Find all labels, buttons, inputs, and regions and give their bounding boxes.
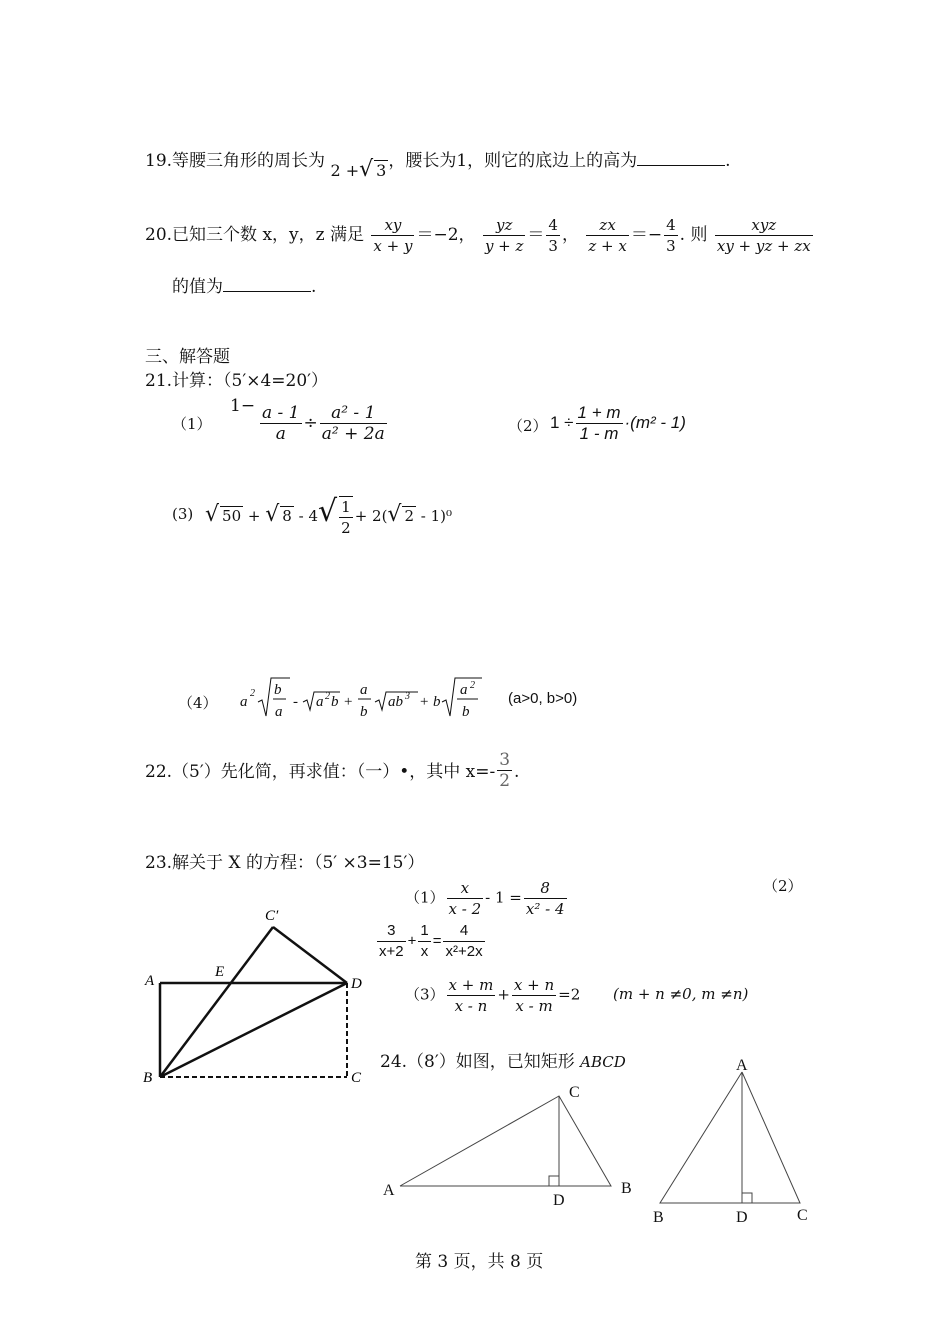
svg-text:b: b (462, 704, 470, 720)
svg-text:ab: ab (388, 694, 403, 710)
q21-title: 21.计算：（5′×4=20′） (145, 371, 329, 391)
q23-p2-label: （2） (763, 877, 803, 895)
q20-frac-3: $\frac{zx}{z + x}$ (588, 216, 627, 255)
q21-p4-label: （4） (178, 694, 218, 712)
q21-p1-expr: $\frac{a - 1}{a}$ ÷ $\frac{\text{a² - 1}}{\text{a² + 2a}}$ (262, 403, 385, 444)
svg-text:b: b (274, 682, 282, 698)
svg-text:a: a (360, 682, 368, 698)
q23-p3-condition: (m + n ≠0, m ≠n) (613, 985, 749, 1003)
tri1-label-C: C (569, 1084, 580, 1101)
q21-p2-expr: 1 ÷ $\frac{1 + m}{1 - m}$ ·(m² - 1) (550, 403, 686, 443)
q21-p3-label: (3) (172, 505, 194, 523)
q21-p1-one: 1− (230, 396, 256, 416)
svg-text:a: a (460, 682, 468, 698)
label-C-prime: C′ (265, 908, 279, 924)
tri2-label-D: D (736, 1209, 748, 1226)
svg-text:a: a (275, 704, 283, 720)
q24-line: 24.（8′）如图，已知矩形 ABCD (380, 1052, 626, 1072)
label-E: E (215, 964, 225, 980)
q23-p2-expr: $\frac{3}{x+2}$ + $\frac{1}{x}$ = $\frac{4}{\text{x²+2x}}$ (379, 922, 483, 960)
q21-p2-label: （2） (508, 417, 548, 435)
svg-text:b: b (360, 704, 368, 720)
q22-line: 22.（5′）先化简，再求值：（一）•，其中 x=- $\frac{3}{2}$ . (145, 750, 520, 791)
q23-p3: （3） $\frac{x + m}{x - n}$ + $\frac{x + n}{x - m}$ =2 (405, 976, 581, 1015)
q19-line: 19.等腰三角形的周长为 2 +√ 3 ，腰长为1，则它的底边上的高为 . (145, 151, 731, 182)
tri1-label-D: D (553, 1192, 565, 1209)
q20-frac-3r: $\frac{4}{3}$ (666, 216, 676, 255)
q21-p3-expr: √ 50 + √ 8 - 4√ $\frac{1}{2}$ + 2(√ 2 - 1)⁰ (205, 494, 453, 537)
svg-text:a: a (316, 694, 324, 710)
svg-text:2: 2 (250, 688, 255, 699)
svg-text:b: b (433, 694, 441, 710)
svg-text:2: 2 (325, 691, 330, 702)
q23-title: 23.解关于 X 的方程：（5′ ×3=15′） (145, 853, 425, 873)
rectangle-fold-figure (135, 900, 375, 1095)
q21-p4-expr (238, 672, 488, 728)
q20-frac-2r: $\frac{4}{3}$ (548, 216, 558, 255)
q19-answer-blank[interactable] (637, 151, 725, 166)
q20-line2: 的值为 . (172, 277, 317, 297)
tri1-label-B: B (621, 1180, 632, 1197)
tri1-label-A: A (383, 1182, 395, 1199)
svg-text:a: a (240, 694, 248, 710)
tri2-label-A: A (736, 1057, 748, 1074)
svg-text:+: + (420, 694, 429, 710)
label-B: B (143, 1070, 153, 1086)
svg-text:-: - (293, 694, 298, 710)
right-triangle-figure (375, 1078, 645, 1213)
isosceles-triangle-figure (645, 1050, 820, 1230)
q21-p1-label: （1） (172, 415, 212, 433)
section-heading: 三、解答题 (145, 347, 230, 367)
q21-p4-condition: (a>0, b>0) (508, 690, 578, 707)
svg-text:3: 3 (405, 691, 410, 702)
tri2-label-B: B (653, 1209, 664, 1226)
q23-p1: （1） $\frac{x}{x - 2}$ - 1 = $\frac{8}{\text{x² - 4}}$ (405, 879, 565, 918)
svg-text:+: + (344, 694, 353, 710)
q20-answer-blank[interactable] (223, 277, 311, 292)
q20-frac-2: $\frac{yz}{y + z}$ (484, 216, 524, 255)
label-C: C (351, 1070, 362, 1086)
label-D: D (351, 976, 362, 992)
svg-text:b: b (331, 694, 339, 710)
page-footer: 第 3 页，共 8 页 (415, 1252, 544, 1272)
label-A: A (145, 973, 155, 989)
tri2-label-C: C (797, 1207, 808, 1224)
q20-frac-1: $\frac{xy}{x + y}$ (373, 216, 413, 255)
q20-frac-4: $\frac{\text{xyz}}{xy + yz + zx}$ (716, 216, 811, 255)
svg-text:2: 2 (470, 680, 475, 691)
q20-line: 20.已知三个数 x，y，z 满足 $\frac{xy}{x + y}$ ＝−2， $\frac{yz}{y + z}$ ＝ $\frac{4}{3}$ ， $\frac{zx}{z + x}$ ＝− $\frac{4}{3}$ . 则 $\frac{\text{xyz}}{xy + yz + zx}$ (145, 216, 811, 255)
q19-perimeter-expr: 2 +√ 3 (330, 157, 387, 182)
